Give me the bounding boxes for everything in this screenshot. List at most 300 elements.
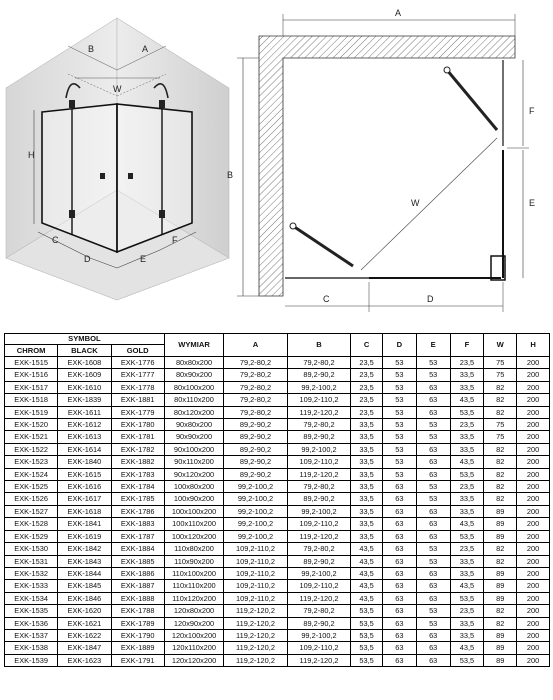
- table-cell: 53: [382, 468, 416, 480]
- table-cell: EXK-1776: [111, 357, 164, 369]
- table-cell: 43,5: [450, 642, 484, 654]
- table-cell: 33,5: [351, 443, 383, 455]
- table-cell: 89,2-90,2: [224, 431, 288, 443]
- plan-label-b: B: [227, 170, 234, 180]
- table-cell: 75: [484, 419, 517, 431]
- table-cell: EXK-1779: [111, 406, 164, 418]
- table-cell: 33,5: [351, 431, 383, 443]
- table-cell: 53: [416, 617, 450, 629]
- table-cell: 79,2-80,2: [287, 543, 351, 555]
- table-cell: 110x80x200: [164, 543, 223, 555]
- table-cell: 63: [416, 580, 450, 592]
- table-cell: 23,5: [450, 543, 484, 555]
- table-cell: 89,2-90,2: [287, 493, 351, 505]
- table-cell: 200: [517, 580, 550, 592]
- table-cell: EXK-1886: [111, 567, 164, 579]
- table-cell: 33,5: [450, 493, 484, 505]
- table-row: [5, 567, 550, 579]
- table-cell: EXK-1621: [58, 617, 111, 629]
- table-cell: 53: [382, 419, 416, 431]
- table-cell: 120x100x200: [164, 629, 223, 641]
- table-row: [5, 605, 550, 617]
- table-cell: EXK-1530: [5, 543, 58, 555]
- table-cell: 79,2-80,2: [224, 369, 288, 381]
- table-cell: 200: [517, 567, 550, 579]
- table-cell: 79,2-80,2: [224, 357, 288, 369]
- table-cell: 53: [382, 381, 416, 393]
- table-cell: 200: [517, 468, 550, 480]
- table-cell: 82: [484, 543, 517, 555]
- table-cell: 79,2-80,2: [224, 381, 288, 393]
- table-cell: EXK-1615: [58, 468, 111, 480]
- table-cell: EXK-1521: [5, 431, 58, 443]
- table-cell: 200: [517, 530, 550, 542]
- table-cell: 89,2-90,2: [287, 431, 351, 443]
- table-cell: 63: [382, 518, 416, 530]
- table-cell: EXK-1613: [58, 431, 111, 443]
- table-cell: 119,2-120,2: [287, 406, 351, 418]
- table-cell: 63: [416, 381, 450, 393]
- table-cell: EXK-1517: [5, 381, 58, 393]
- table-cell: 119,2-120,2: [287, 468, 351, 480]
- table-cell: 53: [416, 357, 450, 369]
- table-cell: 110x90x200: [164, 555, 223, 567]
- table-cell: 53: [382, 357, 416, 369]
- table-cell: 23,5: [351, 394, 383, 406]
- table-cell: 33,5: [450, 505, 484, 517]
- table-cell: 53,5: [450, 468, 484, 480]
- table-cell: 82: [484, 406, 517, 418]
- table-cell: EXK-1844: [58, 567, 111, 579]
- table-cell: 53: [382, 443, 416, 455]
- table-cell: 109,2-110,2: [224, 567, 288, 579]
- table-cell: 53,5: [351, 605, 383, 617]
- table-cell: EXK-1780: [111, 419, 164, 431]
- table-cell: EXK-1842: [58, 543, 111, 555]
- table-row: [5, 642, 550, 654]
- table-cell: 63: [382, 642, 416, 654]
- table-cell: 200: [517, 394, 550, 406]
- table-cell: EXK-1784: [111, 481, 164, 493]
- table-cell: 82: [484, 381, 517, 393]
- table-cell: 53,5: [450, 654, 484, 666]
- table-row: [5, 456, 550, 468]
- table-cell: EXK-1535: [5, 605, 58, 617]
- table-row: [5, 505, 550, 517]
- table-cell: 63: [382, 592, 416, 604]
- col-header: WYMIAR: [164, 334, 223, 357]
- table-cell: EXK-1790: [111, 629, 164, 641]
- iso-label-c: C: [52, 235, 59, 245]
- table-cell: EXK-1539: [5, 654, 58, 666]
- table-cell: 89: [484, 505, 517, 517]
- table-cell: 75: [484, 431, 517, 443]
- sub-header-chrom: CHROM: [5, 345, 58, 357]
- table-cell: 80x100x200: [164, 381, 223, 393]
- table-cell: 82: [484, 493, 517, 505]
- table-cell: 119,2-120,2: [224, 642, 288, 654]
- iso-label-f: F: [172, 235, 178, 245]
- table-cell: 109,2-110,2: [224, 555, 288, 567]
- table-row: [5, 629, 550, 641]
- table-cell: 63: [382, 580, 416, 592]
- table-cell: 33,5: [450, 617, 484, 629]
- table-cell: 100x90x200: [164, 493, 223, 505]
- table-cell: EXK-1840: [58, 456, 111, 468]
- table-cell: EXK-1617: [58, 493, 111, 505]
- table-cell: 79,2-80,2: [287, 357, 351, 369]
- table-cell: 119,2-120,2: [224, 629, 288, 641]
- table-cell: 63: [382, 567, 416, 579]
- table-cell: EXK-1520: [5, 419, 58, 431]
- table-cell: 53: [382, 456, 416, 468]
- table-cell: EXK-1783: [111, 468, 164, 480]
- table-cell: 53,5: [351, 642, 383, 654]
- table-cell: 75: [484, 369, 517, 381]
- table-cell: 100x110x200: [164, 518, 223, 530]
- table-cell: 33,5: [450, 381, 484, 393]
- table-cell: 43,5: [450, 456, 484, 468]
- table-cell: 53: [382, 394, 416, 406]
- table-row: [5, 580, 550, 592]
- table-cell: 200: [517, 381, 550, 393]
- table-row: [5, 617, 550, 629]
- table-row: [5, 431, 550, 443]
- table-cell: 99,2-100,2: [287, 629, 351, 641]
- table-cell: 119,2-120,2: [287, 592, 351, 604]
- table-cell: 89,2-90,2: [224, 443, 288, 455]
- table-cell: 63: [416, 592, 450, 604]
- table-cell: 120x80x200: [164, 605, 223, 617]
- table-cell: 33,5: [450, 555, 484, 567]
- table-cell: 200: [517, 493, 550, 505]
- table-cell: EXK-1518: [5, 394, 58, 406]
- table-cell: 53,5: [450, 530, 484, 542]
- table-cell: EXK-1883: [111, 518, 164, 530]
- table-cell: 89: [484, 592, 517, 604]
- table-cell: 63: [416, 567, 450, 579]
- table-cell: 90x90x200: [164, 431, 223, 443]
- table-cell: 109,2-110,2: [287, 456, 351, 468]
- table-cell: 63: [416, 642, 450, 654]
- table-cell: 43,5: [351, 555, 383, 567]
- plan-label-e: E: [529, 198, 536, 208]
- table-cell: 109,2-110,2: [224, 543, 288, 555]
- table-row: [5, 481, 550, 493]
- shower-enclosure-isometric-illustration: [0, 0, 235, 300]
- table-cell: 99,2-100,2: [224, 481, 288, 493]
- table-row: [5, 369, 550, 381]
- table-cell: 200: [517, 642, 550, 654]
- table-cell: 43,5: [450, 580, 484, 592]
- table-cell: 99,2-100,2: [224, 505, 288, 517]
- table-cell: 53: [416, 431, 450, 443]
- table-cell: 63: [416, 518, 450, 530]
- table-cell: 33,5: [351, 456, 383, 468]
- table-cell: 109,2-110,2: [287, 394, 351, 406]
- table-cell: 63: [382, 493, 416, 505]
- table-cell: 89,2-90,2: [224, 419, 288, 431]
- table-cell: 200: [517, 481, 550, 493]
- table-row: [5, 493, 550, 505]
- iso-label-d: D: [84, 254, 91, 264]
- table-cell: EXK-1787: [111, 530, 164, 542]
- table-cell: 63: [416, 394, 450, 406]
- table-cell: 200: [517, 617, 550, 629]
- col-header: E: [416, 334, 450, 357]
- table-cell: EXK-1887: [111, 580, 164, 592]
- table-cell: EXK-1537: [5, 629, 58, 641]
- table-cell: 100x120x200: [164, 530, 223, 542]
- table-cell: EXK-1533: [5, 580, 58, 592]
- table-cell: 23,5: [450, 605, 484, 617]
- col-header: H: [517, 334, 550, 357]
- table-cell: EXK-1538: [5, 642, 58, 654]
- table-cell: 99,2-100,2: [224, 493, 288, 505]
- table-cell: EXK-1841: [58, 518, 111, 530]
- table-cell: EXK-1616: [58, 481, 111, 493]
- table-cell: 200: [517, 555, 550, 567]
- table-cell: EXK-1515: [5, 357, 58, 369]
- table-cell: 90x100x200: [164, 443, 223, 455]
- table-row: [5, 654, 550, 666]
- table-cell: 23,5: [351, 357, 383, 369]
- table-cell: EXK-1620: [58, 605, 111, 617]
- table-cell: 200: [517, 592, 550, 604]
- table-cell: 53,5: [351, 617, 383, 629]
- table-cell: 200: [517, 419, 550, 431]
- table-row: [5, 518, 550, 530]
- table-cell: EXK-1889: [111, 642, 164, 654]
- table-cell: 200: [517, 629, 550, 641]
- table-cell: 43,5: [450, 518, 484, 530]
- table-cell: EXK-1847: [58, 642, 111, 654]
- table-cell: 99,2-100,2: [224, 530, 288, 542]
- table-cell: 89,2-90,2: [224, 468, 288, 480]
- table-cell: 63: [416, 468, 450, 480]
- shower-enclosure-plan-drawing: [227, 0, 553, 325]
- table-cell: 33,5: [351, 481, 383, 493]
- table-cell: 200: [517, 518, 550, 530]
- table-cell: EXK-1522: [5, 443, 58, 455]
- table-cell: 89: [484, 530, 517, 542]
- table-cell: EXK-1524: [5, 468, 58, 480]
- table-cell: EXK-1884: [111, 543, 164, 555]
- table-cell: EXK-1529: [5, 530, 58, 542]
- table-cell: 53: [382, 431, 416, 443]
- table-cell: 120x90x200: [164, 617, 223, 629]
- table-cell: 53: [416, 555, 450, 567]
- table-cell: 63: [416, 629, 450, 641]
- table-cell: 119,2-120,2: [287, 530, 351, 542]
- table-cell: 89: [484, 629, 517, 641]
- table-cell: 200: [517, 431, 550, 443]
- table-cell: 200: [517, 369, 550, 381]
- table-row: [5, 543, 550, 555]
- table-cell: EXK-1527: [5, 505, 58, 517]
- table-cell: 89: [484, 580, 517, 592]
- table-cell: EXK-1526: [5, 493, 58, 505]
- table-cell: 119,2-120,2: [224, 617, 288, 629]
- table-cell: 63: [416, 406, 450, 418]
- table-cell: 89,2-90,2: [287, 555, 351, 567]
- table-cell: 53: [416, 605, 450, 617]
- table-row: [5, 357, 550, 369]
- plan-label-c: C: [323, 294, 330, 304]
- table-row: [5, 555, 550, 567]
- table-cell: 53: [382, 406, 416, 418]
- table-cell: 43,5: [450, 394, 484, 406]
- table-cell: 33,5: [450, 629, 484, 641]
- table-cell: EXK-1781: [111, 431, 164, 443]
- table-cell: EXK-1612: [58, 419, 111, 431]
- table-cell: 89,2-90,2: [224, 456, 288, 468]
- table-cell: 80x80x200: [164, 357, 223, 369]
- table-cell: EXK-1525: [5, 481, 58, 493]
- table-cell: 63: [382, 505, 416, 517]
- table-cell: 63: [382, 617, 416, 629]
- table-cell: 43,5: [351, 592, 383, 604]
- table-cell: 99,2-100,2: [287, 505, 351, 517]
- table-cell: 109,2-110,2: [287, 580, 351, 592]
- table-row: [5, 468, 550, 480]
- table-cell: 23,5: [450, 481, 484, 493]
- table-cell: 82: [484, 394, 517, 406]
- table-cell: 53: [416, 543, 450, 555]
- table-cell: 23,5: [450, 357, 484, 369]
- table-cell: EXK-1881: [111, 394, 164, 406]
- table-cell: EXK-1614: [58, 443, 111, 455]
- table-cell: EXK-1619: [58, 530, 111, 542]
- table-cell: 23,5: [351, 381, 383, 393]
- table-cell: 63: [416, 456, 450, 468]
- symbol-header: SYMBOL: [5, 334, 165, 345]
- table-cell: 53: [382, 369, 416, 381]
- table-cell: 33,5: [450, 431, 484, 443]
- table-cell: 109,2-110,2: [224, 580, 288, 592]
- table-cell: EXK-1516: [5, 369, 58, 381]
- table-cell: 63: [382, 481, 416, 493]
- table-cell: EXK-1523: [5, 456, 58, 468]
- table-cell: EXK-1785: [111, 493, 164, 505]
- col-header: W: [484, 334, 517, 357]
- iso-label-b: B: [88, 44, 95, 54]
- table-cell: 33,5: [351, 530, 383, 542]
- table-cell: 43,5: [351, 567, 383, 579]
- iso-label-w: W: [113, 84, 122, 94]
- table-cell: 89: [484, 654, 517, 666]
- col-header: C: [351, 334, 383, 357]
- table-cell: 110x110x200: [164, 580, 223, 592]
- table-cell: 79,2-80,2: [287, 419, 351, 431]
- table-cell: 23,5: [450, 419, 484, 431]
- table-cell: 99,2-100,2: [287, 381, 351, 393]
- table-cell: 63: [382, 543, 416, 555]
- table-cell: 90x80x200: [164, 419, 223, 431]
- table-cell: EXK-1777: [111, 369, 164, 381]
- table-cell: 99,2-100,2: [287, 567, 351, 579]
- table-cell: EXK-1839: [58, 394, 111, 406]
- table-cell: EXK-1611: [58, 406, 111, 418]
- table-cell: 200: [517, 443, 550, 455]
- table-cell: EXK-1623: [58, 654, 111, 666]
- table-cell: 82: [484, 555, 517, 567]
- table-cell: 100x100x200: [164, 505, 223, 517]
- col-header: F: [450, 334, 484, 357]
- table-cell: 89: [484, 567, 517, 579]
- table-cell: 53,5: [450, 406, 484, 418]
- table-cell: EXK-1846: [58, 592, 111, 604]
- table-cell: 99,2-100,2: [224, 518, 288, 530]
- table-cell: 33,5: [351, 493, 383, 505]
- table-cell: 63: [382, 654, 416, 666]
- table-cell: 53: [416, 419, 450, 431]
- table-cell: 23,5: [351, 369, 383, 381]
- table-cell: 99,2-100,2: [287, 443, 351, 455]
- table-cell: 53: [416, 369, 450, 381]
- table-cell: 33,5: [450, 369, 484, 381]
- table-cell: 79,2-80,2: [224, 406, 288, 418]
- table-cell: EXK-1786: [111, 505, 164, 517]
- table-cell: 63: [416, 530, 450, 542]
- table-cell: EXK-1528: [5, 518, 58, 530]
- table-cell: EXK-1610: [58, 381, 111, 393]
- table-cell: 82: [484, 617, 517, 629]
- table-cell: EXK-1885: [111, 555, 164, 567]
- table-cell: EXK-1609: [58, 369, 111, 381]
- table-cell: 75: [484, 357, 517, 369]
- table-cell: 43,5: [351, 543, 383, 555]
- table-cell: 33,5: [351, 518, 383, 530]
- table-cell: 89: [484, 518, 517, 530]
- plan-label-w: W: [411, 198, 420, 208]
- table-cell: 33,5: [351, 505, 383, 517]
- sub-header-black: BLACK: [58, 345, 111, 357]
- table-cell: EXK-1618: [58, 505, 111, 517]
- table-row: [5, 592, 550, 604]
- table-cell: 33,5: [351, 419, 383, 431]
- table-cell: 53: [416, 481, 450, 493]
- table-cell: 100x80x200: [164, 481, 223, 493]
- table-cell: 80x90x200: [164, 369, 223, 381]
- table-cell: 200: [517, 505, 550, 517]
- table-cell: 200: [517, 357, 550, 369]
- table-cell: 200: [517, 543, 550, 555]
- table-cell: 200: [517, 456, 550, 468]
- table-row: [5, 530, 550, 542]
- table-cell: 89,2-90,2: [287, 617, 351, 629]
- table-cell: EXK-1608: [58, 357, 111, 369]
- table-row: [5, 443, 550, 455]
- table-cell: 82: [484, 468, 517, 480]
- table-cell: 110x120x200: [164, 592, 223, 604]
- table-cell: 110x100x200: [164, 567, 223, 579]
- table-cell: EXK-1888: [111, 592, 164, 604]
- table-cell: EXK-1782: [111, 443, 164, 455]
- table-row: [5, 394, 550, 406]
- table-cell: 79,2-80,2: [287, 605, 351, 617]
- table-cell: 89: [484, 642, 517, 654]
- plan-wall: [259, 36, 515, 296]
- table-cell: 33,5: [450, 443, 484, 455]
- table-cell: 33,5: [450, 567, 484, 579]
- table-cell: 63: [416, 654, 450, 666]
- table-cell: EXK-1778: [111, 381, 164, 393]
- table-cell: 80x120x200: [164, 406, 223, 418]
- table-cell: 63: [416, 443, 450, 455]
- table-cell: 119,2-120,2: [224, 654, 288, 666]
- table-cell: 53,5: [450, 592, 484, 604]
